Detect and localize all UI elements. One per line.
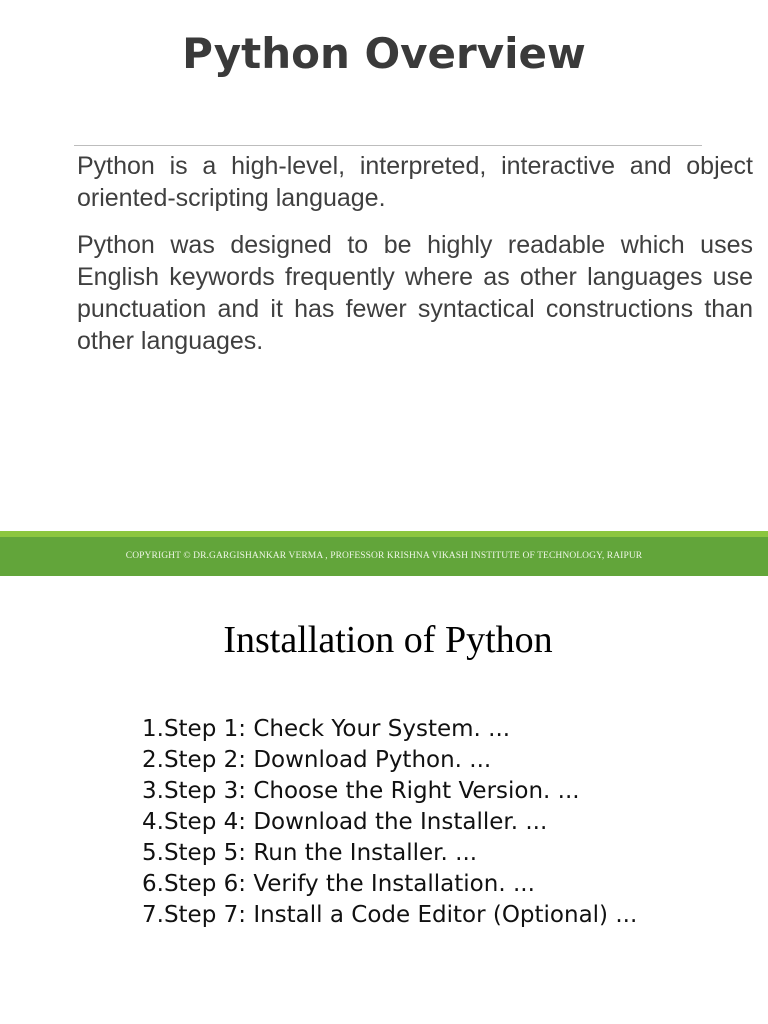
title-divider	[74, 145, 702, 146]
list-item: 7.Step 7: Install a Code Editor (Optional) ...	[142, 902, 638, 928]
overview-paragraph-2: Python was designed to be highly readable which uses English keywords frequently where as other languages use punctuation and it has fewer syntactical constructions than other languages.	[77, 231, 753, 355]
list-item: 4.Step 4: Download the Installer. ...	[142, 809, 548, 835]
list-item: 2.Step 2: Download Python. ...	[142, 747, 492, 773]
slide1-title: Python Overview	[182, 29, 586, 78]
footer-copyright: COPYRIGHT © DR.GARGISHANKAR VERMA , PROFESSOR KRISHNA VIKASH INSTITUTE OF TECHNOLOGY, RAIPUR	[125, 551, 643, 561]
list-item: 3.Step 3: Choose the Right Version. ...	[142, 778, 580, 804]
installation-steps-list	[142, 714, 662, 931]
list-item: 6.Step 6: Verify the Installation. ...	[142, 871, 535, 897]
overview-paragraph-1: Python is a high-level, interpreted, interactive and object oriented-scripting language.	[77, 152, 753, 212]
slide1-body	[77, 150, 753, 372]
list-item: 5.Step 5: Run the Installer. ...	[142, 840, 478, 866]
slide2-title: Installation of Python	[223, 619, 553, 661]
list-item: 1.Step 1: Check Your System. ...	[142, 716, 511, 742]
